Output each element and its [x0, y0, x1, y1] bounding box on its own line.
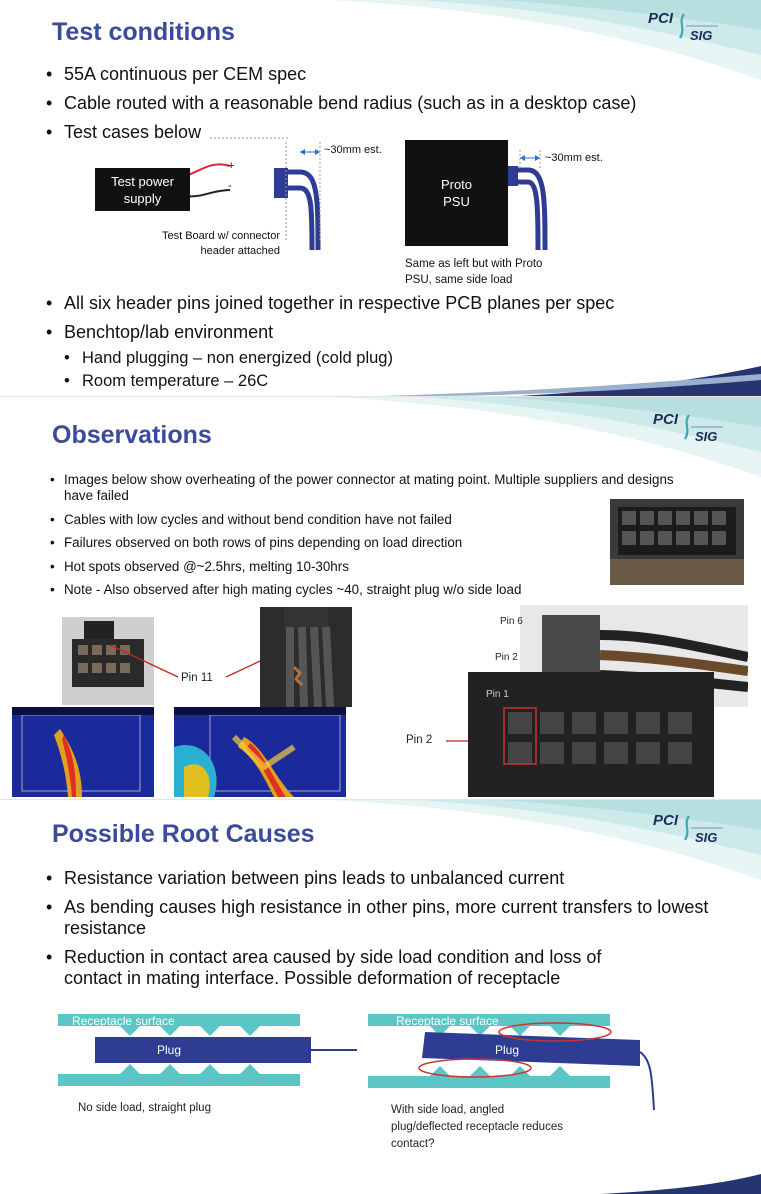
bullet-item: • Images below show overheating of the power connector at mating point. Multiple suppliers and designs have failed	[50, 472, 680, 504]
supply-label-line1: Test power	[111, 173, 174, 189]
sub-bullet-item: • Room temperature – 26C	[44, 370, 614, 393]
receptacle-surface-label-left: Receptacle surface	[72, 1014, 175, 1028]
psu-label-line2: PSU	[443, 194, 470, 209]
logo-pci-text: PCI	[648, 10, 674, 27]
logo-sig-text: SIG	[690, 28, 713, 43]
test-power-supply-box	[95, 168, 190, 211]
caption-straight-plug: No side load, straight plug	[78, 1102, 211, 1114]
pin6-label: Pin 6	[500, 616, 523, 627]
bullet-item: • Hot spots observed @~2.5hrs, melting 10-30hrs	[50, 559, 524, 575]
logo-sig-text: SIG	[695, 429, 718, 444]
caption-side-load: With side load, angled plug/deflected receptacle reduces contact?	[391, 1104, 563, 1150]
pin11-label: Pin 11	[181, 672, 213, 684]
psu-label-line1: Proto	[440, 177, 473, 192]
bullet-item: • Note - Also observed after high mating cycles ~40, straight plug w/o side load	[50, 582, 624, 598]
logo-sig-text: SIG	[695, 830, 718, 845]
receptacle-surface-label-right: Receptacle surface	[396, 1014, 499, 1028]
minus-terminal-label: -	[228, 180, 232, 192]
pin2-bottom-label: Pin 2	[406, 734, 433, 746]
bullet-item: • 55A continuous per CEM spec	[44, 60, 636, 89]
proto-psu-box	[405, 140, 508, 246]
sub-bullet-item: • Hand plugging – non energized (cold plug)	[44, 347, 614, 370]
pci-sig-logo	[645, 808, 725, 848]
footer-wave-decoration	[0, 1170, 761, 1194]
melted-cable-photo	[260, 607, 352, 707]
bullet-item: • As bending causes high resistance in other pins, more current transfers to lowest resistance	[44, 897, 724, 939]
bullet-item: • All six header pins joined together in respective PCB planes per spec	[44, 289, 614, 318]
bullet-item: • Test cases below	[44, 118, 636, 147]
bullet-item: • Reduction in contact area caused by side load condition and loss of contact in mating interface. Possible deformation of receptacle	[44, 947, 664, 989]
thermal-image-right	[174, 707, 346, 797]
bullet-item: • Resistance variation between pins leads to unbalanced current	[44, 868, 724, 889]
bullet-item: • Cable routed with a reasonable bend radius (such as in a desktop case)	[44, 89, 636, 118]
bullet-item: • Cables with low cycles and without bend condition have not failed	[50, 512, 524, 528]
dimension-label-left: ~30mm est.	[324, 144, 382, 156]
plus-terminal-label: +	[228, 160, 235, 172]
slide-observations	[0, 397, 761, 799]
slide-test-conditions	[0, 0, 761, 396]
logo-pci-text: PCI	[653, 812, 679, 829]
bullet-item: • Failures observed on both rows of pins depending on load direction	[50, 535, 524, 551]
supply-label-line2: supply	[123, 190, 162, 206]
test-board-label: Test Board w/ connector header attached	[161, 230, 280, 257]
slide-possible-root-causes	[0, 800, 761, 1194]
dimension-label-right: ~30mm est.	[545, 152, 603, 164]
slide-title: Test conditions	[52, 18, 235, 46]
slide-title: Observations	[52, 421, 212, 449]
logo-pci-text: PCI	[653, 411, 679, 428]
thermal-image-left	[12, 707, 154, 797]
footer-wave-decoration	[0, 366, 761, 396]
pin1-label: Pin 1	[486, 689, 509, 700]
proto-psu-caption: Same as left but with Proto PSU, same side load	[405, 258, 543, 286]
bullet-list	[44, 868, 724, 989]
bullet-item: • Benchtop/lab environment	[44, 318, 614, 347]
slide-title: Possible Root Causes	[52, 820, 315, 848]
plug-label-right: Plug	[495, 1043, 520, 1057]
pin2-top-label: Pin 2	[495, 652, 518, 663]
plug-label-left: Plug	[157, 1043, 182, 1057]
